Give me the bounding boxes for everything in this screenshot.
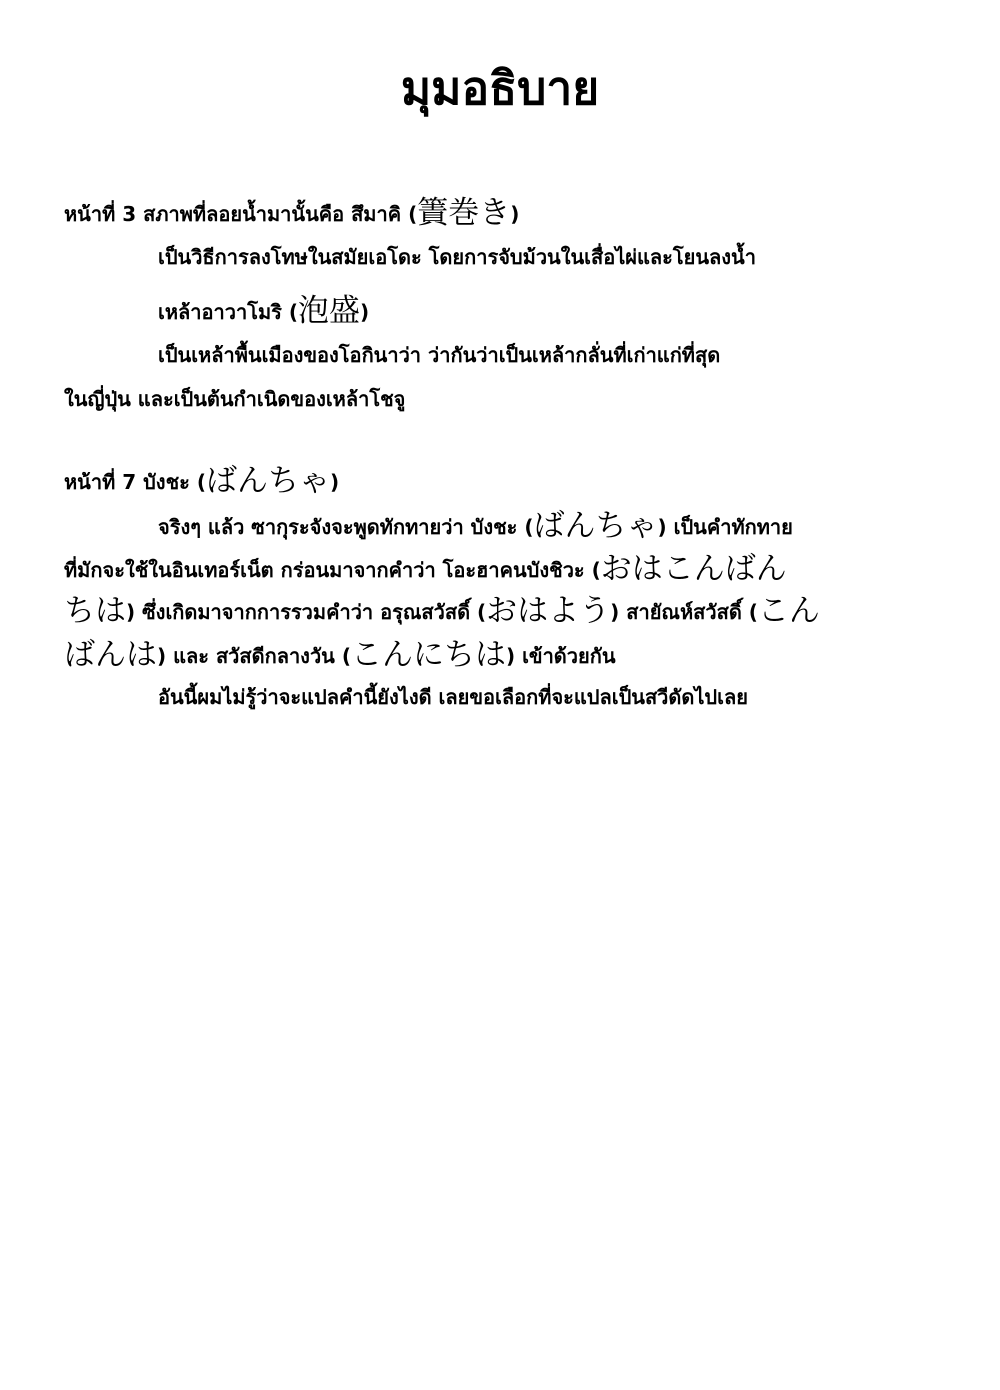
- section-1-body-2-line-1: เป็นเหล้าพื้นเมืองของโอกินาว่า ว่ากันว่าเป็นเหล้ากลั่นที่เก่าแก่ที่สุด: [158, 343, 721, 367]
- section-1-subheading-text: เหล้าอาวาโมริ (: [158, 300, 298, 324]
- section-1-body-2-line-2: ในญี่ปุ่น และเป็นต้นกำเนิดของเหล้าโชจู: [64, 387, 406, 411]
- section-1-heading-jp: 簀巻き: [417, 195, 511, 231]
- section-2-heading-close: ): [330, 470, 340, 494]
- section-2-heading: [64, 463, 340, 499]
- section-1-heading-close: ): [510, 202, 520, 226]
- section-2-line-3-text-1: ) ซึ่งเกิดมาจากการรวมคำว่า อรุณสวัสดิ์ (: [126, 600, 487, 624]
- section-1-subheading-close: ): [359, 300, 370, 324]
- section-1-subheading: [158, 293, 370, 329]
- section-1-body-1: เป็นวิธีการลงโทษในสมัยเอโดะ โดยการจับม้วนในเสื่อไผ่และโยนลงน้ำ: [158, 245, 756, 269]
- section-2-line-5: อันนี้ผมไม่รู้ว่าจะแปลคำนี้ยังไงดี เลยขอเลือกที่จะแปลเป็นสวีดัดไปเลย: [158, 685, 748, 709]
- section-2-line-1-jp: ばんちゃ: [533, 508, 658, 544]
- section-2-line-2: [64, 551, 787, 587]
- section-2-line-4-text-2: ) เข้าด้วยกัน: [505, 644, 616, 668]
- section-2-line-3: [64, 593, 820, 629]
- section-2-line-4-text-1: ) และ สวัสดีกลางวัน (: [157, 644, 351, 668]
- section-2-line-4-jp-1: ばんは: [64, 637, 157, 673]
- section-2-line-3-jp-3: こん: [757, 593, 820, 629]
- section-1-heading-text: หน้าที่ 3 สภาพที่ลอยน้ำมานั้นคือ สึมาคิ (: [64, 202, 418, 226]
- section-2-line-1-text: จริงๆ แล้ว ซากุระจังจะพูดทักทายว่า บังชะ (: [158, 515, 534, 539]
- section-2-line-2-jp: おはこんばん: [600, 551, 787, 587]
- section-2-heading-text: หน้าที่ 7 บังชะ (: [64, 470, 206, 494]
- section-1-subheading-jp: 泡盛: [297, 293, 360, 329]
- section-2-line-2-text: ที่มักจะใช้ในอินเทอร์เน็ต กร่อนมาจากคำว่า โอะฮาคนบังชิวะ (: [64, 558, 601, 582]
- section-2-line-3-jp-2: おはよう: [486, 593, 611, 629]
- page-title: มุมอธิบาย: [400, 61, 600, 115]
- section-2-line-1: [158, 508, 793, 544]
- section-2-line-4-jp-2: こんにちは: [350, 637, 506, 673]
- section-2-line-4: [64, 637, 616, 673]
- section-2-line-3-jp-1: ちは: [64, 593, 126, 629]
- section-2-line-1-post: ) เป็นคำทักทาย: [657, 515, 793, 539]
- section-2-line-3-text-2: ) สายัณห์สวัสดิ์ (: [610, 600, 758, 624]
- section-2-heading-jp: ばんちゃ: [206, 463, 330, 499]
- section-1-heading: [64, 195, 520, 231]
